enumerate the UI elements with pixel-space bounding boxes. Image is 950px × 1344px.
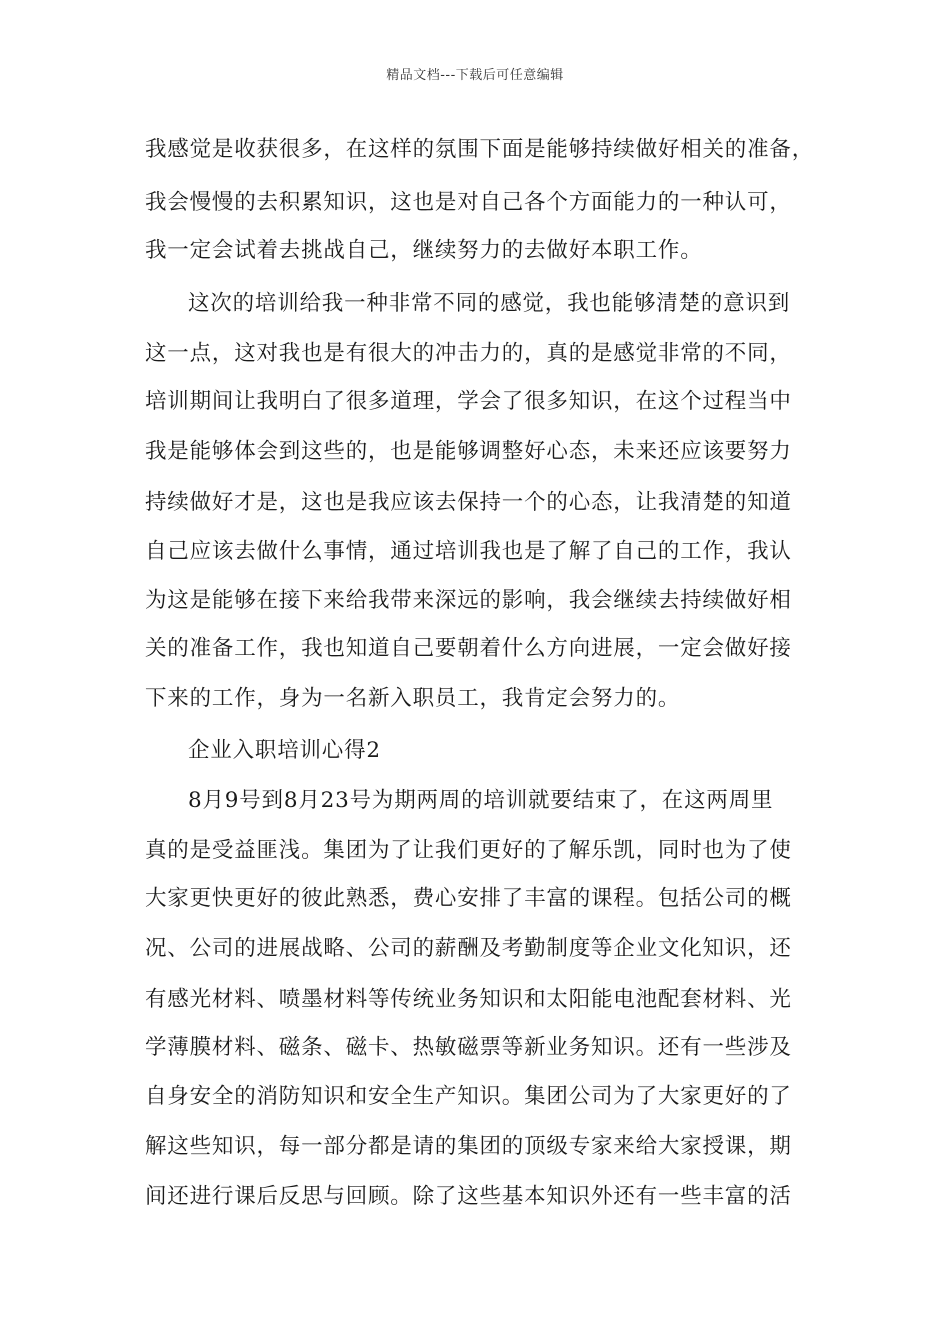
paragraph-line: 自身安全的消防知识和安全生产知识。集团公司为了大家更好的了 <box>145 1084 792 1109</box>
paragraph-line: 学薄膜材料、磁条、磁卡、热敏磁票等新业务知识。还有一些涉及 <box>145 1035 792 1060</box>
paragraph-line: 关的准备工作，我也知道自己要朝着什么方向进展，一定会做好接 <box>145 636 792 661</box>
paragraph-line: 我一定会试着去挑战自己，继续努力的去做好本职工作。 <box>145 238 703 263</box>
page-header: 精品文档---下载后可任意编辑 <box>386 68 564 83</box>
paragraph-line: 下来的工作，身为一名新入职员工，我肯定会努力的。 <box>145 686 681 711</box>
paragraph-line: 这一点，这对我也是有很大的冲击力的，真的是感觉非常的不同， <box>145 341 792 366</box>
paragraph-line: 我感觉是收获很多，在这样的氛围下面是能够持续做好相关的准备， <box>145 137 815 162</box>
paragraph-line: 有感光材料、喷墨材料等传统业务知识和太阳能电池配套材料、光 <box>145 987 792 1012</box>
paragraph-line: 解这些知识，每一部分都是请的集团的顶级专家来给大家授课，期 <box>145 1134 792 1159</box>
paragraph-line: 持续做好才是，这也是我应该去保持一个的心态，让我清楚的知道 <box>145 490 792 515</box>
paragraph-line: 这次的培训给我一种非常不同的感觉，我也能够清楚的意识到 <box>188 291 791 316</box>
paragraph-line: 为这是能够在接下来给我带来深远的影响，我会继续去持续做好相 <box>145 588 792 613</box>
section-heading: 企业入职培训心得2 <box>188 738 381 763</box>
paragraph-line: 间还进行课后反思与回顾。除了这些基本知识外还有一些丰富的活 <box>145 1184 792 1209</box>
paragraph-line: 自己应该去做什么事情，通过培训我也是了解了自己的工作，我认 <box>145 539 792 564</box>
paragraph-line: 我是能够体会到这些的，也是能够调整好心态，未来还应该要努力 <box>145 439 792 464</box>
paragraph-line: 真的是受益匪浅。集团为了让我们更好的了解乐凯，同时也为了使 <box>145 838 792 863</box>
paragraph-line: 我会慢慢的去积累知识，这也是对自己各个方面能力的一种认可， <box>145 190 792 215</box>
paragraph-line: 培训期间让我明白了很多道理，学会了很多知识，在这个过程当中 <box>145 389 792 414</box>
paragraph-line: 8月9号到8月23号为期两周的培训就要结束了，在这两周里 <box>188 788 774 813</box>
paragraph-line: 大家更快更好的彼此熟悉，费心安排了丰富的课程。包括公司的概 <box>145 886 792 911</box>
paragraph-line: 况、公司的进展战略、公司的薪酬及考勤制度等企业文化知识，还 <box>145 936 792 961</box>
